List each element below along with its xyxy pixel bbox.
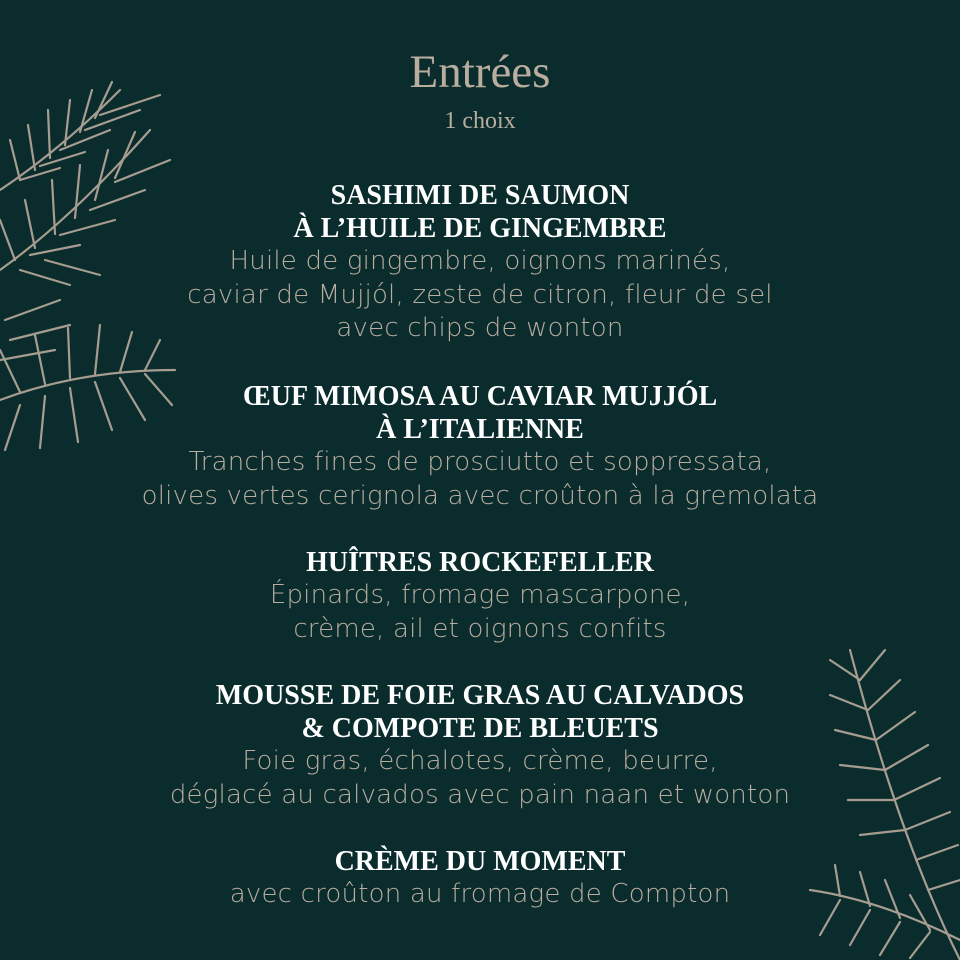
dish-description: Tranches fines de prosciutto et soppressata, olives vertes cerignola avec croûton à la gremolata (141, 447, 819, 511)
dish-name: MOUSSE DE FOIE GRAS AU CALVADOS & COMPOTE DE BLEUETS (215, 680, 745, 744)
menu-item (0, 845, 960, 912)
menu-item (0, 546, 960, 646)
dish-description: Épinards, fromage mascarpone, crème, ail et oignons confits (269, 580, 691, 644)
dish-name: CRÈME DU MOMENT (334, 846, 626, 877)
section-subtitle: 1 choix (444, 108, 516, 134)
dish-description: Foie gras, échalotes, crème, beurre, déglacé au calvados avec pain naan et wonton (169, 746, 791, 810)
dish-name: ŒUF MIMOSA AU CAVIAR MUJJÓL À L’ITALIENNE (242, 381, 718, 445)
dish-name: SASHIMI DE SAUMON À L’HUILE DE GINGEMBRE (293, 180, 667, 244)
dish-name: HUÎTRES ROCKEFELLER (306, 547, 654, 578)
menu-item (0, 179, 960, 346)
dish-description: avec croûton au fromage de Compton (229, 879, 731, 909)
section-title: Entrées (409, 46, 551, 98)
dish-description: Huile de gingembre, oignons marinés, caviar de Mujjól, zeste de citron, fleur de sel avec chips de wonton (187, 246, 773, 343)
menu-item (0, 679, 960, 812)
menu-item (0, 380, 960, 513)
